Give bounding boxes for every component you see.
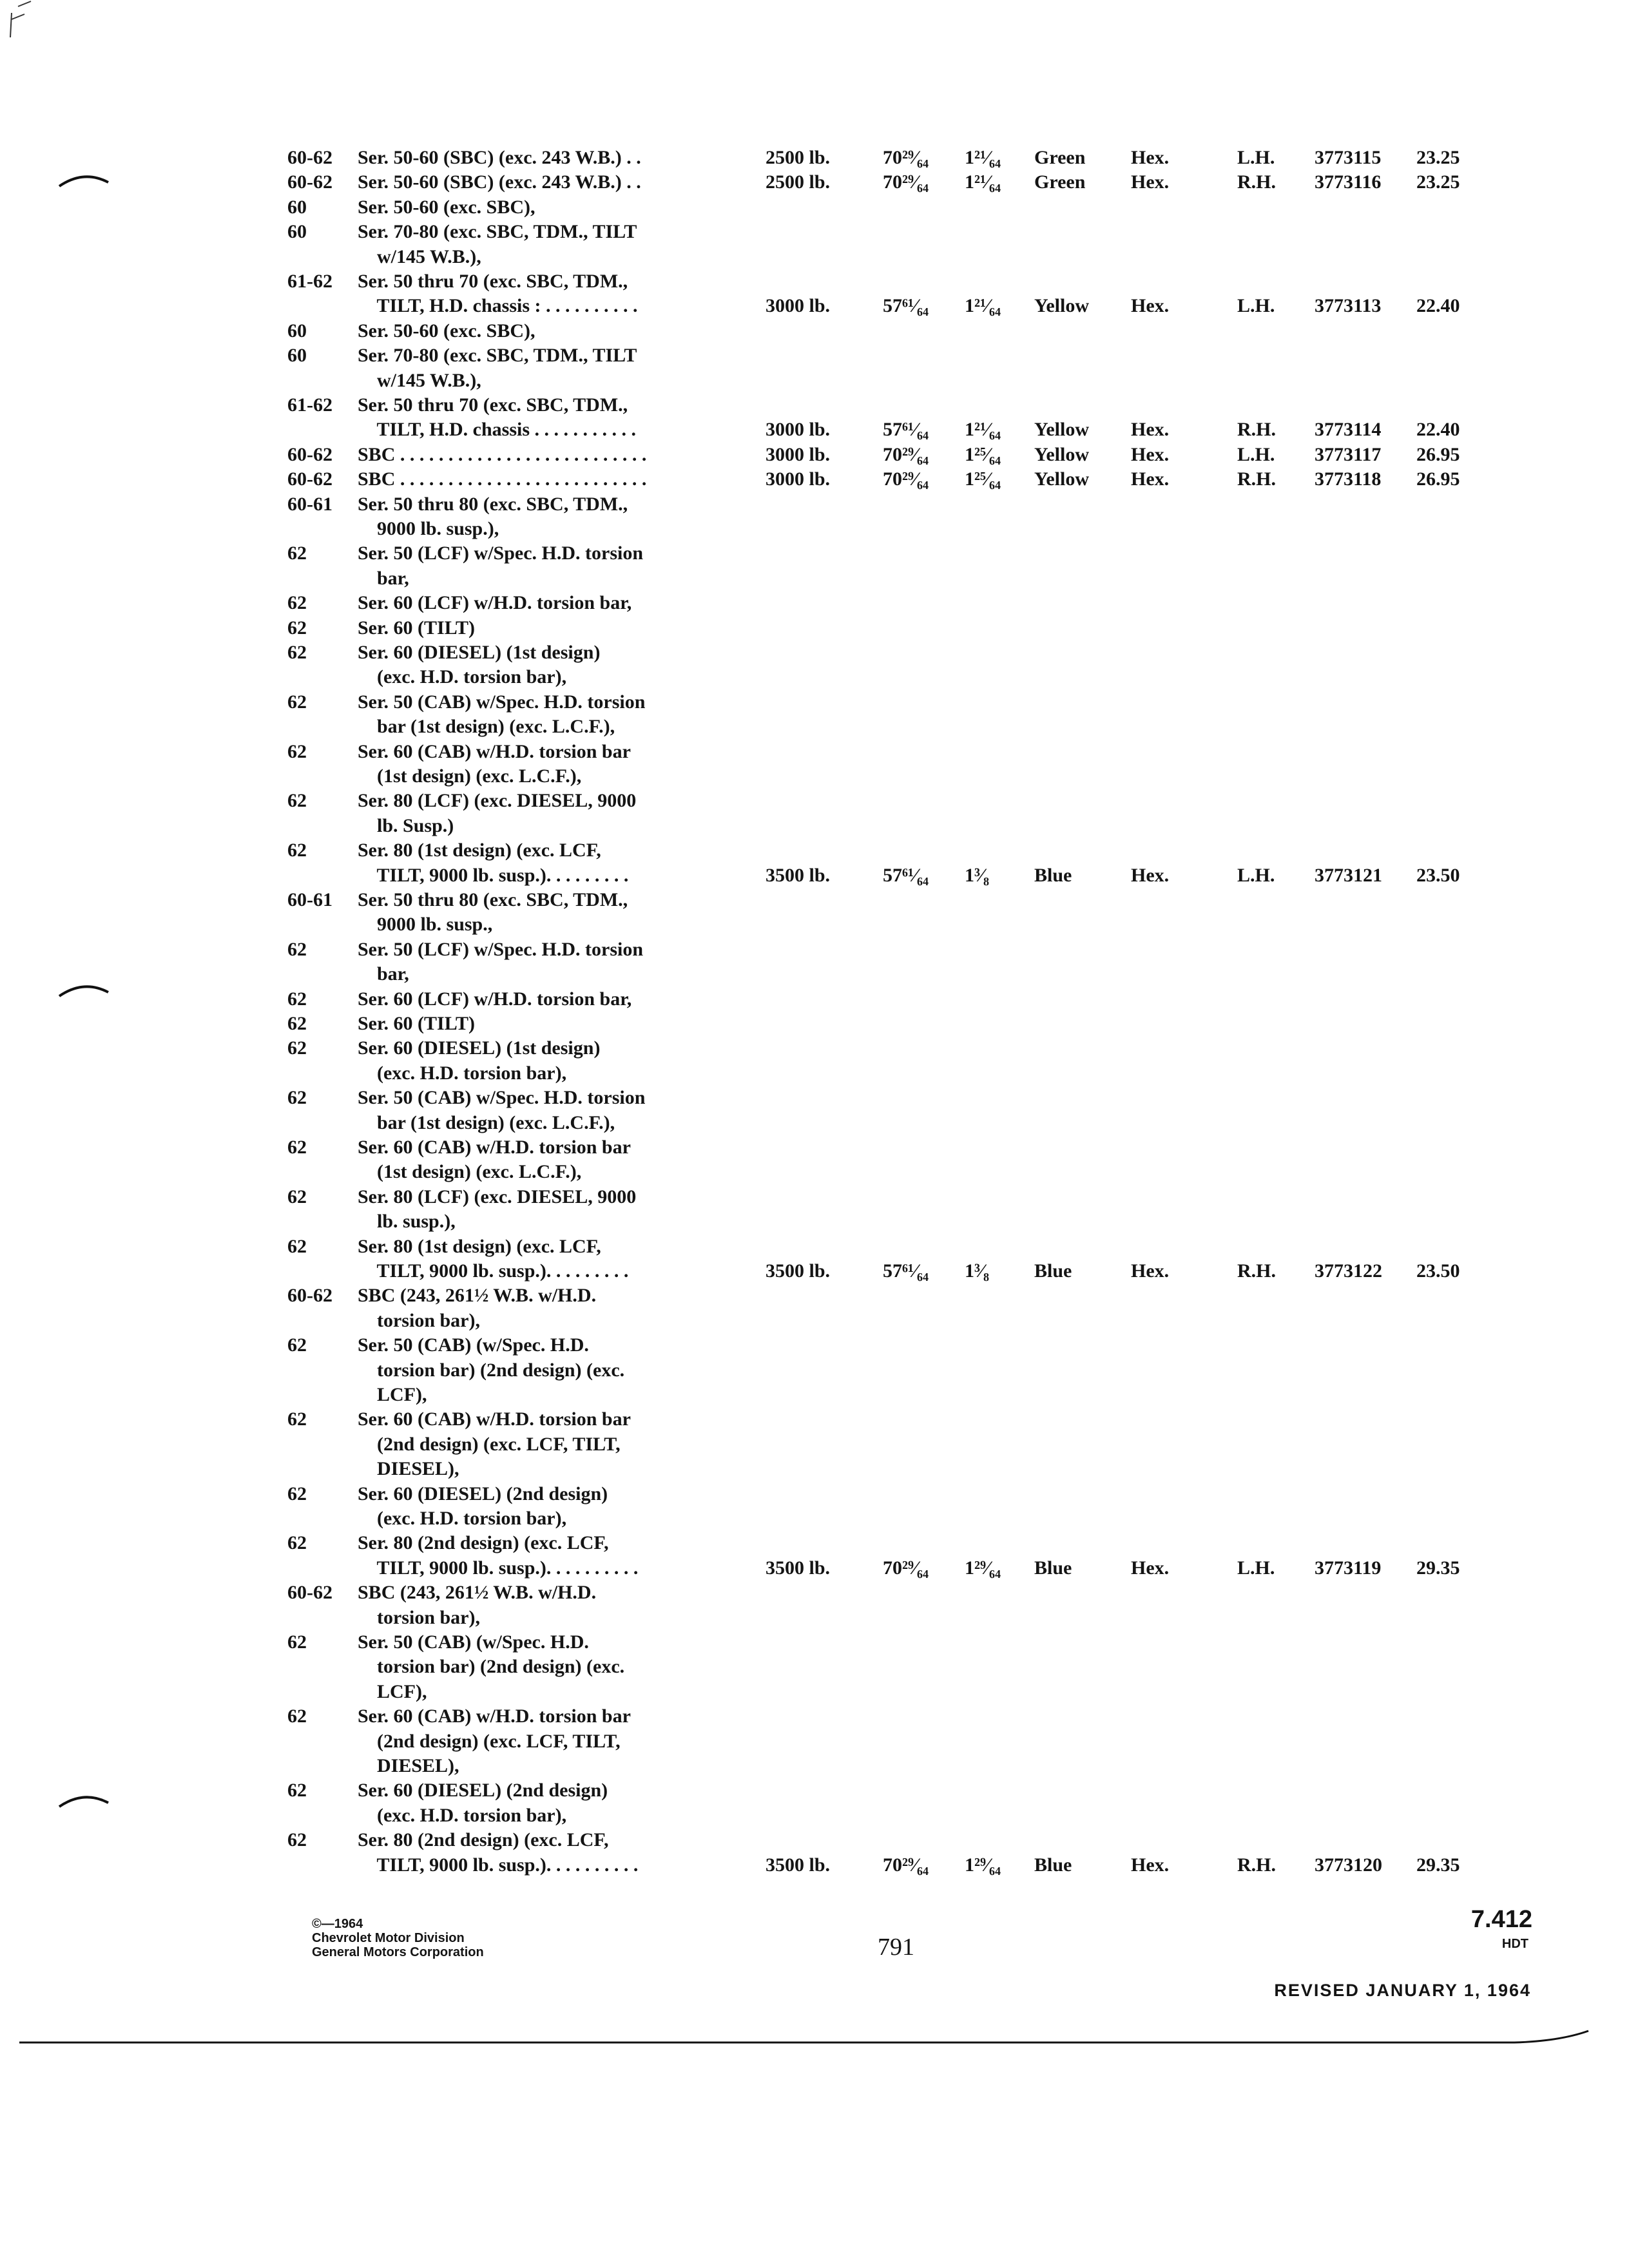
table-row — [0, 170, 1629, 195]
price-cell: 23.50 — [1416, 864, 1460, 886]
description-cell: lb. susp.), — [358, 1211, 456, 1233]
table-row — [0, 1655, 1629, 1679]
description-cell: Ser. 80 (LCF) (exc. DIESEL, 9000 — [358, 1186, 637, 1207]
table-row — [0, 1778, 1629, 1803]
table-row — [0, 838, 1629, 863]
description-cell: (1st design) (exc. L.C.F.), — [358, 1161, 582, 1183]
length-cell: 57⁶¹⁄₆₄ — [883, 295, 929, 317]
description-cell: Ser. 60 (LCF) w/H.D. torsion bar, — [358, 988, 632, 1010]
table-row — [0, 1482, 1629, 1506]
table-row — [0, 220, 1629, 244]
description-cell: Ser. 50 thru 70 (exc. SBC, TDM., — [358, 394, 628, 416]
capacity-cell: 3500 lb. — [766, 1854, 831, 1876]
diameter-cell: 1²⁹⁄₆₄ — [965, 1557, 1001, 1579]
description-cell: TILT, H.D. chassis : . . . . . . . . . . — [358, 295, 638, 317]
description-cell: Ser. 50-60 (exc. SBC), — [358, 320, 535, 341]
description-cell: Ser. 60 (TILT) — [358, 617, 475, 639]
revision-date: REVISED JANUARY 1, 1964 — [1274, 1981, 1531, 2000]
side-cell: L.H. — [1237, 1557, 1275, 1579]
description-cell: Ser. 70-80 (exc. SBC, TDM., TILT — [358, 221, 637, 243]
year-cell: 62 — [287, 617, 307, 639]
diameter-cell: 1²⁵⁄₆₄ — [965, 468, 1001, 490]
table-row — [0, 1729, 1629, 1754]
price-cell: 23.25 — [1416, 147, 1460, 168]
table-row — [0, 1606, 1629, 1630]
description-cell: Ser. 50 (CAB) (w/Spec. H.D. — [358, 1334, 589, 1356]
side-cell: L.H. — [1237, 295, 1275, 317]
table-row — [0, 1704, 1629, 1729]
diameter-cell: 1²¹⁄₆₄ — [965, 171, 1001, 193]
year-cell: 60-62 — [287, 443, 333, 465]
length-cell: 70²⁹⁄₆₄ — [883, 1557, 929, 1579]
part-number-cell: 3773115 — [1315, 147, 1382, 168]
table-row — [0, 814, 1629, 838]
table-row — [0, 492, 1629, 517]
description-cell: Ser. 80 (1st design) (exc. LCF, — [358, 840, 601, 861]
part-number-cell: 3773118 — [1315, 468, 1382, 490]
description-cell: Ser. 60 (CAB) w/H.D. torsion bar — [358, 1408, 631, 1430]
side-cell: R.H. — [1237, 171, 1276, 193]
description-cell: Ser. 50 (CAB) (w/Spec. H.D. — [358, 1631, 589, 1653]
color-code-cell: Yellow — [1034, 419, 1089, 441]
description-cell: (exc. H.D. torsion bar), — [358, 1508, 567, 1529]
description-cell: Ser. 60 (DIESEL) (1st design) — [358, 1037, 601, 1059]
division-line: Chevrolet Motor Division — [312, 1931, 465, 1945]
description-cell: Ser. 60 (CAB) w/H.D. torsion bar — [358, 1137, 631, 1158]
capacity-cell: 3500 lb. — [766, 1260, 831, 1282]
color-code-cell: Blue — [1034, 1557, 1072, 1579]
description-cell: TILT, H.D. chassis . . . . . . . . . . . — [358, 419, 637, 441]
capacity-cell: 3500 lb. — [766, 864, 831, 886]
description-cell: 9000 lb. susp.), — [358, 518, 499, 539]
page-number: 791 — [878, 1934, 914, 1961]
diameter-cell: 1²¹⁄₆₄ — [965, 419, 1001, 441]
length-cell: 70²⁹⁄₆₄ — [883, 171, 929, 193]
corner-mark — [5, 0, 44, 39]
side-cell: L.H. — [1237, 864, 1275, 886]
description-cell: torsion bar) (2nd design) (exc. — [358, 1359, 625, 1381]
diameter-cell: 1²⁵⁄₆₄ — [965, 443, 1001, 465]
table-row — [0, 269, 1629, 294]
table-row — [0, 418, 1629, 442]
description-cell: (exc. H.D. torsion bar), — [358, 666, 567, 688]
description-cell: (exc. H.D. torsion bar), — [358, 1804, 567, 1826]
table-row — [0, 1828, 1629, 1852]
year-cell: 62 — [287, 840, 307, 861]
year-cell: 62 — [287, 1631, 307, 1653]
end-type-cell: Hex. — [1131, 419, 1170, 441]
description-cell: Ser. 80 (2nd design) (exc. LCF, — [358, 1532, 609, 1554]
table-row — [0, 912, 1629, 937]
description-cell: Ser. 80 (1st design) (exc. LCF, — [358, 1235, 601, 1257]
year-cell: 62 — [287, 691, 307, 713]
footer-publisher — [312, 1917, 484, 1959]
end-type-cell: Hex. — [1131, 443, 1170, 465]
year-cell: 60 — [287, 345, 307, 367]
description-cell: (2nd design) (exc. LCF, TILT, — [358, 1433, 621, 1455]
table-row — [0, 1309, 1629, 1333]
year-cell: 62 — [287, 1408, 307, 1430]
binder-mark — [58, 981, 110, 1000]
description-cell: Ser. 50 thru 80 (exc. SBC, TDM., — [358, 493, 628, 515]
part-number-cell: 3773119 — [1315, 1557, 1382, 1579]
side-cell: R.H. — [1237, 468, 1276, 490]
table-row — [0, 1383, 1629, 1407]
price-cell: 29.35 — [1416, 1854, 1460, 1876]
description-cell: DIESEL), — [358, 1755, 459, 1776]
table-row — [0, 1086, 1629, 1110]
description-cell: bar, — [358, 567, 409, 589]
capacity-cell: 3000 lb. — [766, 443, 831, 465]
description-cell: SBC (243, 261½ W.B. w/H.D. — [358, 1285, 597, 1307]
table-row — [0, 962, 1629, 986]
table-row — [0, 1259, 1629, 1283]
description-cell: torsion bar) (2nd design) (exc. — [358, 1656, 625, 1678]
side-cell: R.H. — [1237, 1854, 1276, 1876]
description-cell: DIESEL), — [358, 1458, 459, 1480]
year-cell: 61-62 — [287, 271, 333, 292]
year-cell: 60-62 — [287, 147, 333, 168]
year-cell: 62 — [287, 1037, 307, 1059]
description-cell: 9000 lb. susp., — [358, 914, 493, 936]
description-cell: SBC (243, 261½ W.B. w/H.D. — [358, 1582, 597, 1604]
length-cell: 70²⁹⁄₆₄ — [883, 147, 929, 168]
description-cell: w/145 W.B.), — [358, 369, 481, 391]
table-row — [0, 1036, 1629, 1061]
description-cell: Ser. 60 (DIESEL) (2nd design) — [358, 1483, 608, 1504]
part-number-cell: 3773122 — [1315, 1260, 1382, 1282]
price-cell: 23.25 — [1416, 171, 1460, 193]
capacity-cell: 3000 lb. — [766, 295, 831, 317]
side-cell: R.H. — [1237, 1260, 1276, 1282]
diameter-cell: 1³⁄₈ — [965, 1260, 989, 1282]
end-type-cell: Hex. — [1131, 1557, 1170, 1579]
table-row — [0, 1457, 1629, 1481]
table-row — [0, 1432, 1629, 1457]
color-code-cell: Yellow — [1034, 443, 1089, 465]
table-row — [0, 1581, 1629, 1605]
binder-mark — [58, 171, 110, 190]
description-cell: lb. Susp.) — [358, 814, 454, 836]
end-type-cell: Hex. — [1131, 864, 1170, 886]
table-row — [0, 1407, 1629, 1432]
description-cell: Ser. 60 (TILT) — [358, 1013, 475, 1034]
table-row — [0, 1853, 1629, 1878]
price-cell: 26.95 — [1416, 443, 1460, 465]
price-cell: 29.35 — [1416, 1557, 1460, 1579]
table-row — [0, 343, 1629, 368]
year-cell: 62 — [287, 740, 307, 762]
color-code-cell: Green — [1034, 171, 1086, 193]
year-cell: 60-62 — [287, 468, 333, 490]
table-row — [0, 566, 1629, 591]
year-cell: 62 — [287, 1532, 307, 1554]
price-cell: 26.95 — [1416, 468, 1460, 490]
table-row — [0, 369, 1629, 393]
description-cell: Ser. 60 (CAB) w/H.D. torsion bar — [358, 740, 631, 762]
table-row — [0, 937, 1629, 962]
description-cell: w/145 W.B.), — [358, 245, 481, 267]
binder-mark — [58, 1791, 110, 1811]
description-cell: Ser. 50-60 (exc. SBC), — [358, 196, 535, 218]
table-row — [0, 1754, 1629, 1778]
description-cell: Ser. 50 (CAB) w/Spec. H.D. torsion — [358, 1087, 646, 1109]
capacity-cell: 3000 lb. — [766, 468, 831, 490]
table-row — [0, 517, 1629, 541]
description-cell: SBC . . . . . . . . . . . . . . . . . . . . . . . . . . — [358, 468, 647, 490]
side-cell: L.H. — [1237, 147, 1275, 168]
year-cell: 62 — [287, 543, 307, 564]
length-cell: 70²⁹⁄₆₄ — [883, 1854, 929, 1876]
year-cell: 62 — [287, 1013, 307, 1034]
color-code-cell: Blue — [1034, 1260, 1072, 1282]
table-row — [0, 764, 1629, 789]
description-cell: Ser. 50 (CAB) w/Spec. H.D. torsion — [358, 691, 646, 713]
description-cell: Ser. 60 (DIESEL) (2nd design) — [358, 1780, 608, 1802]
description-cell: TILT, 9000 lb. susp.). . . . . . . . . — [358, 864, 629, 886]
description-cell: Ser. 60 (CAB) w/H.D. torsion bar — [358, 1706, 631, 1727]
capacity-cell: 2500 lb. — [766, 171, 831, 193]
table-row — [0, 1803, 1629, 1828]
table-row — [0, 863, 1629, 888]
year-cell: 62 — [287, 988, 307, 1010]
end-type-cell: Hex. — [1131, 147, 1170, 168]
corporation-line: General Motors Corporation — [312, 1945, 484, 1959]
section-code: HDT — [1501, 1937, 1528, 1951]
price-cell: 22.40 — [1416, 295, 1460, 317]
section-number: 7.412 — [1470, 1906, 1532, 1933]
year-cell: 60 — [287, 196, 307, 218]
table-row — [0, 541, 1629, 566]
description-cell: Ser. 50-60 (SBC) (exc. 243 W.B.) . . — [358, 171, 641, 193]
year-cell: 62 — [287, 790, 307, 812]
price-cell: 23.50 — [1416, 1260, 1460, 1282]
footer-rule — [0, 2017, 1629, 2055]
table-row — [0, 467, 1629, 492]
part-number-cell: 3773117 — [1315, 443, 1382, 465]
description-cell: Ser. 50 (LCF) w/Spec. H.D. torsion — [358, 938, 644, 960]
color-code-cell: Green — [1034, 147, 1086, 168]
part-number-cell: 3773114 — [1315, 419, 1382, 441]
table-row — [0, 1135, 1629, 1160]
table-row — [0, 640, 1629, 665]
table-row — [0, 789, 1629, 813]
diameter-cell: 1²¹⁄₆₄ — [965, 147, 1001, 168]
year-cell: 60-62 — [287, 171, 333, 193]
table-row — [0, 616, 1629, 640]
length-cell: 57⁶¹⁄₆₄ — [883, 1260, 929, 1282]
table-row — [0, 1630, 1629, 1655]
description-cell: torsion bar), — [358, 1309, 480, 1331]
year-cell: 62 — [287, 1087, 307, 1109]
length-cell: 57⁶¹⁄₆₄ — [883, 419, 929, 441]
table-row — [0, 245, 1629, 269]
year-cell: 61-62 — [287, 394, 333, 416]
length-cell: 70²⁹⁄₆₄ — [883, 443, 929, 465]
description-cell: LCF), — [358, 1680, 427, 1702]
description-cell: SBC . . . . . . . . . . . . . . . . . . . . . . . . . . — [358, 443, 647, 465]
description-cell: Ser. 50 thru 70 (exc. SBC, TDM., — [358, 271, 628, 292]
year-cell: 60 — [287, 221, 307, 243]
table-row — [0, 393, 1629, 418]
year-cell: 60 — [287, 320, 307, 341]
table-row — [0, 1283, 1629, 1308]
description-cell: TILT, 9000 lb. susp.). . . . . . . . . . — [358, 1557, 639, 1579]
year-cell: 62 — [287, 592, 307, 614]
year-cell: 62 — [287, 1186, 307, 1207]
diameter-cell: 1³⁄₈ — [965, 864, 989, 886]
year-cell: 62 — [287, 642, 307, 663]
table-row — [0, 1556, 1629, 1581]
table-row — [0, 1680, 1629, 1704]
part-number-cell: 3773116 — [1315, 171, 1382, 193]
description-cell: torsion bar), — [358, 1606, 480, 1628]
color-code-cell: Blue — [1034, 1854, 1072, 1876]
capacity-cell: 3500 lb. — [766, 1557, 831, 1579]
description-cell: (1st design) (exc. L.C.F.), — [358, 765, 582, 787]
end-type-cell: Hex. — [1131, 171, 1170, 193]
table-row — [0, 1185, 1629, 1209]
table-row — [0, 1358, 1629, 1383]
description-cell: Ser. 80 (2nd design) (exc. LCF, — [358, 1829, 609, 1851]
description-cell: Ser. 50-60 (SBC) (exc. 243 W.B.) . . — [358, 147, 641, 168]
year-cell: 60-62 — [287, 1582, 333, 1604]
table-row — [0, 195, 1629, 220]
end-type-cell: Hex. — [1131, 468, 1170, 490]
table-row — [0, 1209, 1629, 1234]
year-cell: 62 — [287, 1483, 307, 1504]
table-row — [0, 1531, 1629, 1555]
description-cell: TILT, 9000 lb. susp.). . . . . . . . . — [358, 1260, 629, 1282]
year-cell: 62 — [287, 1235, 307, 1257]
side-cell: L.H. — [1237, 443, 1275, 465]
length-cell: 70²⁹⁄₆₄ — [883, 468, 929, 490]
description-cell: (2nd design) (exc. LCF, TILT, — [358, 1730, 621, 1752]
year-cell: 62 — [287, 1780, 307, 1802]
part-number-cell: 3773121 — [1315, 864, 1382, 886]
table-row — [0, 443, 1629, 467]
diameter-cell: 1²⁹⁄₆₄ — [965, 1854, 1001, 1876]
copyright-line: ©—1964 — [312, 1917, 363, 1931]
table-row — [0, 591, 1629, 615]
color-code-cell: Blue — [1034, 864, 1072, 886]
end-type-cell: Hex. — [1131, 1260, 1170, 1282]
table-row — [0, 665, 1629, 689]
description-cell: Ser. 60 (LCF) w/H.D. torsion bar, — [358, 592, 632, 614]
color-code-cell: Yellow — [1034, 295, 1089, 317]
description-cell: LCF), — [358, 1384, 427, 1405]
year-cell: 60-61 — [287, 889, 333, 910]
end-type-cell: Hex. — [1131, 1854, 1170, 1876]
end-type-cell: Hex. — [1131, 295, 1170, 317]
table-row — [0, 294, 1629, 318]
description-cell: Ser. 60 (DIESEL) (1st design) — [358, 642, 601, 663]
description-cell: TILT, 9000 lb. susp.). . . . . . . . . . — [358, 1854, 639, 1876]
table-row — [0, 1160, 1629, 1184]
description-cell: Ser. 70-80 (exc. SBC, TDM., TILT — [358, 345, 637, 367]
table-row — [0, 1333, 1629, 1358]
year-cell: 62 — [287, 938, 307, 960]
table-row — [0, 1235, 1629, 1259]
description-cell: Ser. 50 thru 80 (exc. SBC, TDM., — [358, 889, 628, 910]
year-cell: 62 — [287, 1829, 307, 1851]
description-cell: Ser. 80 (LCF) (exc. DIESEL, 9000 — [358, 790, 637, 812]
part-number-cell: 3773120 — [1315, 1854, 1382, 1876]
diameter-cell: 1²¹⁄₆₄ — [965, 295, 1001, 317]
table-row — [0, 1506, 1629, 1531]
capacity-cell: 2500 lb. — [766, 147, 831, 168]
description-cell: Ser. 50 (LCF) w/Spec. H.D. torsion — [358, 543, 644, 564]
description-cell: bar (1st design) (exc. L.C.F.), — [358, 716, 615, 738]
table-row — [0, 319, 1629, 343]
side-cell: R.H. — [1237, 419, 1276, 441]
color-code-cell: Yellow — [1034, 468, 1089, 490]
table-row — [0, 690, 1629, 715]
capacity-cell: 3000 lb. — [766, 419, 831, 441]
table-row — [0, 1111, 1629, 1135]
part-number-cell: 3773113 — [1315, 295, 1382, 317]
description-cell: (exc. H.D. torsion bar), — [358, 1062, 567, 1084]
year-cell: 62 — [287, 1137, 307, 1158]
year-cell: 62 — [287, 1706, 307, 1727]
length-cell: 57⁶¹⁄₆₄ — [883, 864, 929, 886]
table-row — [0, 1061, 1629, 1086]
table-row — [0, 740, 1629, 764]
table-row — [0, 987, 1629, 1012]
table-row — [0, 146, 1629, 170]
description-cell: bar, — [358, 963, 409, 985]
table-row — [0, 1012, 1629, 1036]
table-row — [0, 888, 1629, 912]
price-cell: 22.40 — [1416, 419, 1460, 441]
description-cell: bar (1st design) (exc. L.C.F.), — [358, 1111, 615, 1133]
year-cell: 60-61 — [287, 493, 333, 515]
table-row — [0, 715, 1629, 739]
year-cell: 62 — [287, 1334, 307, 1356]
year-cell: 60-62 — [287, 1285, 333, 1307]
